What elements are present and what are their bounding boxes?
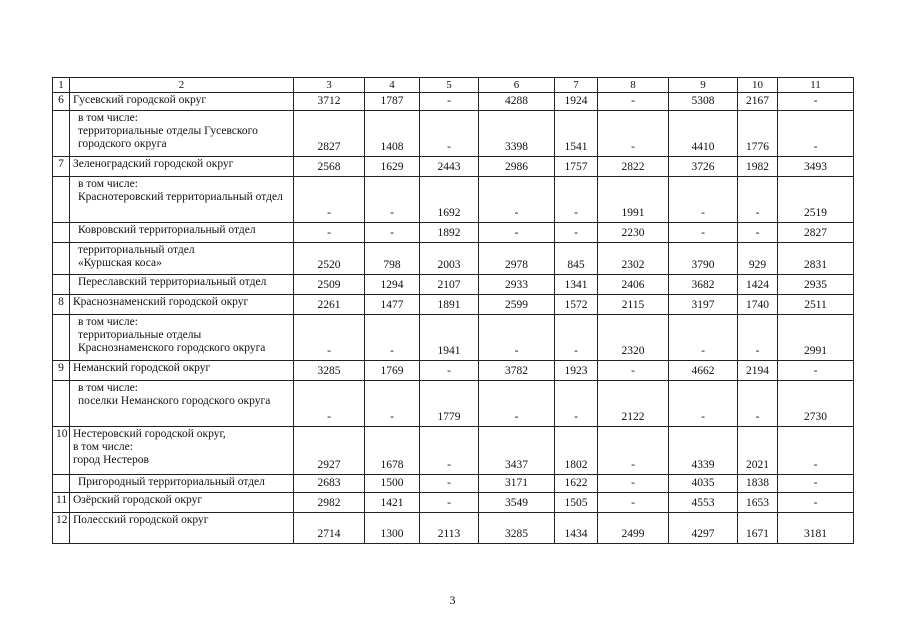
column-number-cell: 5 — [420, 78, 479, 93]
table-row — [53, 243, 854, 275]
value-cell: 2261 — [294, 295, 365, 315]
value-cell: 1505 — [555, 493, 598, 513]
row-number-cell — [53, 275, 70, 295]
value-cell: - — [479, 223, 555, 243]
row-number-cell — [53, 111, 70, 157]
value-cell: 2831 — [778, 243, 854, 275]
value-cell: 2003 — [420, 243, 479, 275]
value-cell: 2122 — [598, 381, 669, 427]
value-cell: - — [365, 315, 420, 361]
value-cell: 3493 — [778, 157, 854, 177]
district-name-cell: Нестеровский городской округ, в том числе: город Нестеров — [70, 427, 294, 475]
value-cell: 3782 — [479, 361, 555, 381]
value-cell: 2927 — [294, 427, 365, 475]
value-cell: - — [669, 177, 738, 223]
row-number-cell — [53, 223, 70, 243]
value-cell: 2167 — [738, 93, 778, 111]
value-cell: - — [294, 223, 365, 243]
district-name-cell: Переславский территориальный отдел — [70, 275, 294, 295]
value-cell: - — [420, 111, 479, 157]
value-cell: - — [778, 475, 854, 493]
value-cell: 3398 — [479, 111, 555, 157]
value-cell: 1572 — [555, 295, 598, 315]
value-cell: 2499 — [598, 513, 669, 544]
district-name-cell: Неманский городской округ — [70, 361, 294, 381]
value-cell: 3181 — [778, 513, 854, 544]
value-cell: - — [738, 315, 778, 361]
value-cell: 4339 — [669, 427, 738, 475]
value-cell: 1991 — [598, 177, 669, 223]
district-name-cell: Краснознаменский городской округ — [70, 295, 294, 315]
value-cell: - — [598, 111, 669, 157]
value-cell: - — [479, 315, 555, 361]
value-cell: 2406 — [598, 275, 669, 295]
column-number-cell: 10 — [738, 78, 778, 93]
value-cell: - — [555, 381, 598, 427]
value-cell: - — [420, 493, 479, 513]
table-row — [53, 427, 854, 475]
row-number-cell: 9 — [53, 361, 70, 381]
value-cell: 1941 — [420, 315, 479, 361]
value-cell: - — [294, 381, 365, 427]
value-cell: - — [420, 93, 479, 111]
value-cell: 1678 — [365, 427, 420, 475]
column-number-cell: 11 — [778, 78, 854, 93]
value-cell: - — [294, 315, 365, 361]
value-cell: 1421 — [365, 493, 420, 513]
value-cell: 1692 — [420, 177, 479, 223]
district-name-cell: Гусевский городской округ — [70, 93, 294, 111]
value-cell: 3285 — [294, 361, 365, 381]
value-cell: 1776 — [738, 111, 778, 157]
value-cell: 1300 — [365, 513, 420, 544]
column-number-cell: 4 — [365, 78, 420, 93]
value-cell: 4662 — [669, 361, 738, 381]
value-cell: 4288 — [479, 93, 555, 111]
value-cell: 3171 — [479, 475, 555, 493]
value-cell: 1740 — [738, 295, 778, 315]
value-cell: 2519 — [778, 177, 854, 223]
value-cell: - — [738, 177, 778, 223]
value-cell: 2107 — [420, 275, 479, 295]
header-row — [53, 78, 854, 93]
district-name-cell: Зеленоградский городской округ — [70, 157, 294, 177]
value-cell: - — [555, 223, 598, 243]
district-name-cell: в том числе: поселки Неманского городского округа — [70, 381, 294, 427]
table-row — [53, 475, 854, 493]
table-row — [53, 361, 854, 381]
value-cell: 3197 — [669, 295, 738, 315]
row-number-cell — [53, 177, 70, 223]
value-cell: 1838 — [738, 475, 778, 493]
table-row — [53, 295, 854, 315]
value-cell: 1923 — [555, 361, 598, 381]
value-cell: - — [778, 361, 854, 381]
value-cell: - — [669, 315, 738, 361]
column-number-cell: 1 — [53, 78, 70, 93]
value-cell: 4297 — [669, 513, 738, 544]
value-cell: 1779 — [420, 381, 479, 427]
value-cell: 2568 — [294, 157, 365, 177]
row-number-cell — [53, 475, 70, 493]
table-row — [53, 177, 854, 223]
value-cell: - — [598, 93, 669, 111]
value-cell: 1891 — [420, 295, 479, 315]
value-cell: 1477 — [365, 295, 420, 315]
value-cell: 3437 — [479, 427, 555, 475]
value-cell: - — [598, 475, 669, 493]
value-cell: 1629 — [365, 157, 420, 177]
value-cell: - — [778, 111, 854, 157]
value-cell: 2683 — [294, 475, 365, 493]
value-cell: - — [669, 381, 738, 427]
value-cell: 1294 — [365, 275, 420, 295]
table-row — [53, 111, 854, 157]
value-cell: 1541 — [555, 111, 598, 157]
statistics-table — [52, 77, 854, 544]
value-cell: 1671 — [738, 513, 778, 544]
value-cell: - — [294, 177, 365, 223]
value-cell: 2509 — [294, 275, 365, 295]
value-cell: 5308 — [669, 93, 738, 111]
value-cell: 2991 — [778, 315, 854, 361]
value-cell: 2986 — [479, 157, 555, 177]
value-cell: 2935 — [778, 275, 854, 295]
value-cell: 1787 — [365, 93, 420, 111]
district-name-cell: Ковровский территориальный отдел — [70, 223, 294, 243]
row-number-cell: 10 — [53, 427, 70, 475]
value-cell: 1769 — [365, 361, 420, 381]
table-row — [53, 493, 854, 513]
value-cell: 845 — [555, 243, 598, 275]
value-cell: 3712 — [294, 93, 365, 111]
value-cell: - — [778, 93, 854, 111]
value-cell: 2302 — [598, 243, 669, 275]
value-cell: - — [598, 361, 669, 381]
row-number-cell — [53, 315, 70, 361]
value-cell: 4410 — [669, 111, 738, 157]
row-number-cell: 8 — [53, 295, 70, 315]
table-row — [53, 513, 854, 544]
value-cell: 798 — [365, 243, 420, 275]
value-cell: 2827 — [778, 223, 854, 243]
value-cell: 1653 — [738, 493, 778, 513]
table-row — [53, 93, 854, 111]
column-number-cell: 6 — [479, 78, 555, 93]
value-cell: - — [598, 493, 669, 513]
value-cell: 1982 — [738, 157, 778, 177]
row-number-cell — [53, 381, 70, 427]
table-row — [53, 223, 854, 243]
value-cell: 3549 — [479, 493, 555, 513]
district-name-cell: в том числе: Краснотеровский территориальный отдел — [70, 177, 294, 223]
row-number-cell: 6 — [53, 93, 70, 111]
value-cell: 2599 — [479, 295, 555, 315]
column-number-cell: 2 — [70, 78, 294, 93]
value-cell: 2511 — [778, 295, 854, 315]
value-cell: - — [778, 427, 854, 475]
row-number-cell: 11 — [53, 493, 70, 513]
value-cell: 3726 — [669, 157, 738, 177]
value-cell: 1424 — [738, 275, 778, 295]
value-cell: 1434 — [555, 513, 598, 544]
value-cell: - — [555, 315, 598, 361]
table-body — [53, 78, 854, 544]
value-cell: 1892 — [420, 223, 479, 243]
value-cell: 2443 — [420, 157, 479, 177]
column-number-cell: 7 — [555, 78, 598, 93]
value-cell: 2933 — [479, 275, 555, 295]
value-cell: 2730 — [778, 381, 854, 427]
value-cell: - — [738, 223, 778, 243]
value-cell: 2978 — [479, 243, 555, 275]
value-cell: 4035 — [669, 475, 738, 493]
column-number-cell: 9 — [669, 78, 738, 93]
table-row — [53, 275, 854, 295]
value-cell: 2194 — [738, 361, 778, 381]
value-cell: - — [420, 475, 479, 493]
value-cell: 2822 — [598, 157, 669, 177]
value-cell: 1757 — [555, 157, 598, 177]
value-cell: 1341 — [555, 275, 598, 295]
district-name-cell: Полесский городской округ — [70, 513, 294, 544]
value-cell: 3790 — [669, 243, 738, 275]
row-number-cell — [53, 243, 70, 275]
value-cell: 2320 — [598, 315, 669, 361]
value-cell: - — [420, 361, 479, 381]
district-name-cell: Пригородный территориальный отдел — [70, 475, 294, 493]
table-row — [53, 315, 854, 361]
value-cell: - — [555, 177, 598, 223]
value-cell: 1408 — [365, 111, 420, 157]
value-cell: 929 — [738, 243, 778, 275]
district-name-cell: в том числе: территориальные отделы Краснознаменского городского округа — [70, 315, 294, 361]
value-cell: - — [365, 223, 420, 243]
table-row — [53, 381, 854, 427]
table-row — [53, 157, 854, 177]
value-cell: 2113 — [420, 513, 479, 544]
column-number-cell: 8 — [598, 78, 669, 93]
value-cell: 3285 — [479, 513, 555, 544]
value-cell: 2021 — [738, 427, 778, 475]
value-cell: - — [479, 177, 555, 223]
value-cell: 2520 — [294, 243, 365, 275]
value-cell: - — [479, 381, 555, 427]
value-cell: 3682 — [669, 275, 738, 295]
value-cell: - — [598, 427, 669, 475]
column-number-cell: 3 — [294, 78, 365, 93]
value-cell: - — [420, 427, 479, 475]
value-cell: 2827 — [294, 111, 365, 157]
page-number: 3 — [449, 593, 456, 607]
value-cell: 2115 — [598, 295, 669, 315]
value-cell: 2230 — [598, 223, 669, 243]
row-number-cell: 12 — [53, 513, 70, 544]
district-name-cell: территориальный отдел «Куршская коса» — [70, 243, 294, 275]
value-cell: - — [669, 223, 738, 243]
value-cell: - — [365, 177, 420, 223]
value-cell: - — [738, 381, 778, 427]
district-name-cell: Озёрский городской округ — [70, 493, 294, 513]
value-cell: 4553 — [669, 493, 738, 513]
value-cell: 1802 — [555, 427, 598, 475]
district-name-cell: в том числе: территориальные отделы Гусевского городского округа — [70, 111, 294, 157]
value-cell: 2982 — [294, 493, 365, 513]
value-cell: 2714 — [294, 513, 365, 544]
value-cell: 1500 — [365, 475, 420, 493]
value-cell: - — [365, 381, 420, 427]
value-cell: - — [778, 493, 854, 513]
value-cell: 1622 — [555, 475, 598, 493]
row-number-cell: 7 — [53, 157, 70, 177]
value-cell: 1924 — [555, 93, 598, 111]
